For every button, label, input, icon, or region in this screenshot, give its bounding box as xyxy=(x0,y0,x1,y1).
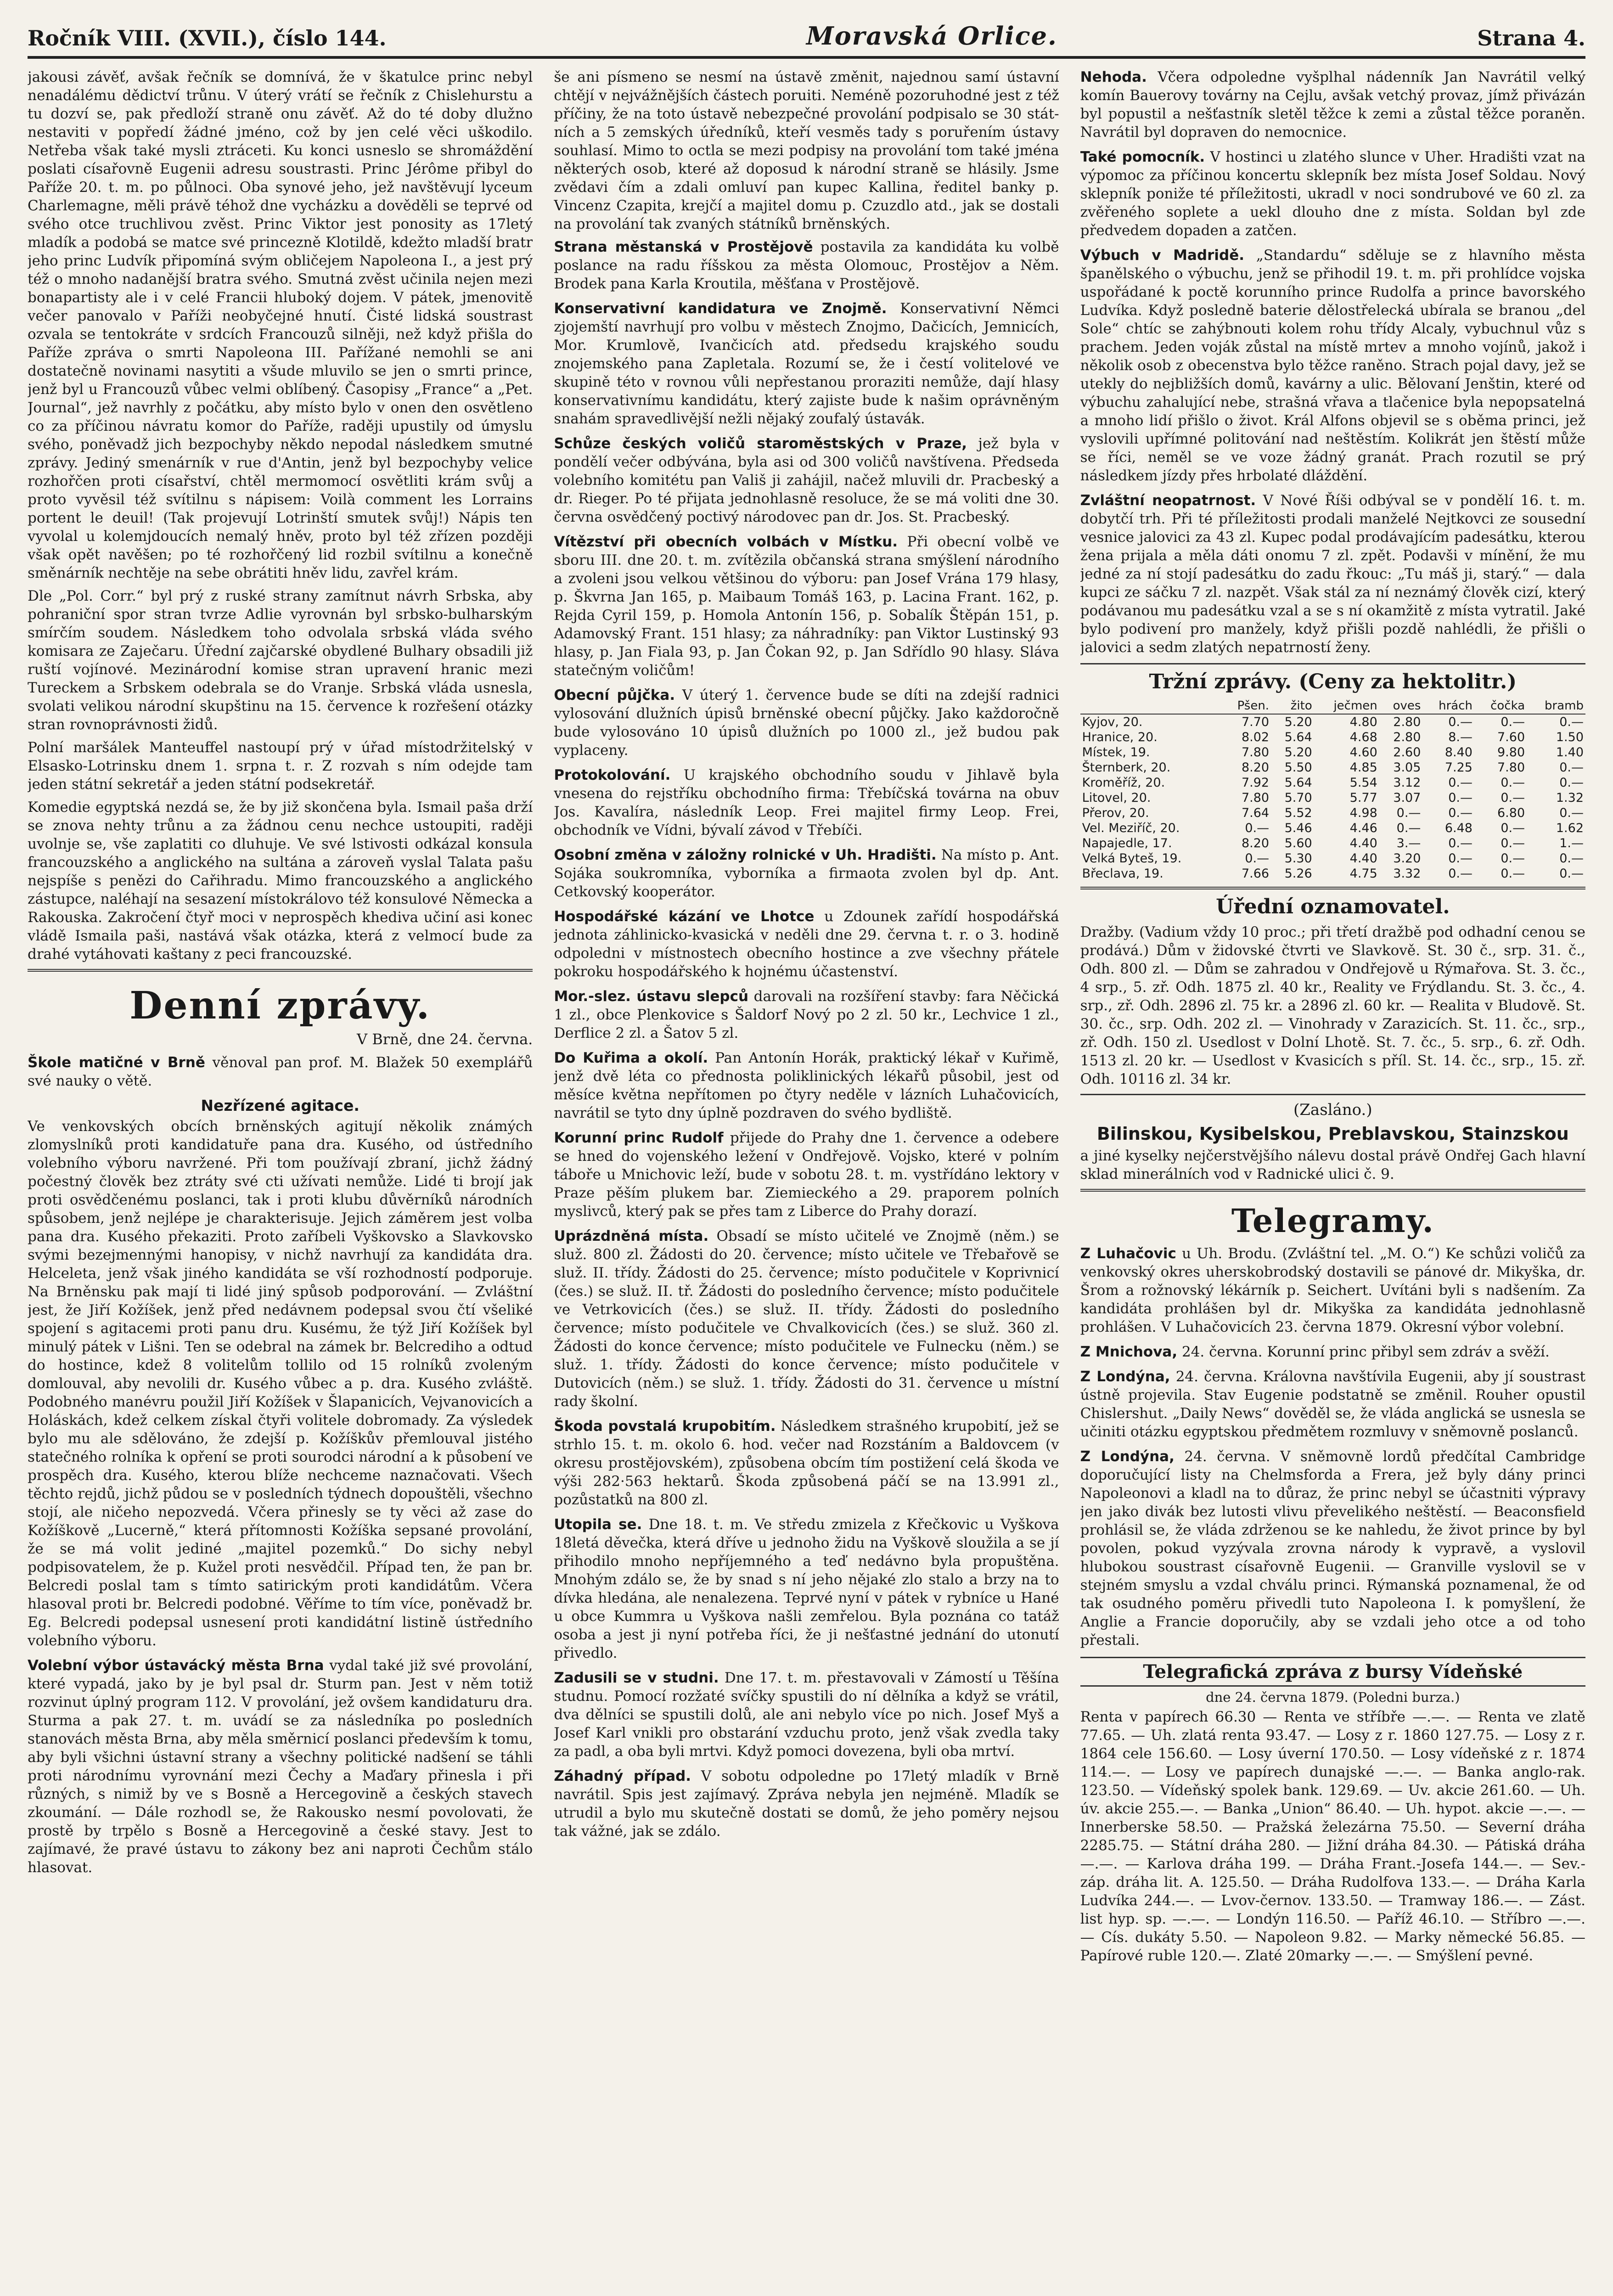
article xyxy=(554,1049,1059,1122)
price-cell: 4.75 xyxy=(1349,867,1377,881)
article-text: Na místo p. Ant. Sojáka soukromníka, vyborníka a firmaota zvolen byl dp. Ant. Cetkovský kooperátor. xyxy=(554,847,1059,900)
divider xyxy=(1080,887,1585,889)
market-prices-heading xyxy=(1080,670,1585,693)
article-text: Dne 18. t. m. Ve středu zmizela z Křečkovic u Vyškova 18letá děvečka, která dříve u jednoho židu na Vyškově sloužila a se jí přihodilo mnoho nepříjemného a teď nedávno byla propuštěna. Mnohým zdálo se, že by snad s ní jeho nějaké zlo stalo a brzy na to dívka hledána, ale nenalezena. Teprvé nyní v pátek v rybníce u Hané u obce Kummra u Vyškova našli zemřelou. Byla poznána co tatáž osoba a jest ji nyní potřeba říci, že ji nešťastné jednání do utonutí přivedlo. xyxy=(554,1516,1059,1661)
article-text: „Standardu“ sděluje se z hlavního města španělského o výbuchu, jenž se přihodil 19. t. m. při prohlídce vojska uspořádané k poctě korunního prince Rudolfa a prince bavorského Ludvíka. Když posledně baterie dělostřelecká ubírala se branou „del Sole“ chtíc se zahýbnouti kolem rohu třídy Alcaly, vybuchnul vůz s prachem. Jeden voják zůstal na místě mrtev a mnoho vojínů, jakož i několik osob z obecenstva bylo těžce raněno. Strach pojal davy, jež se utekly do nejbližších domů, kavárny a ulic. Bělovaní Jenštin, které od výbuchu zahalující nebe, strašná vřava a tlačenice byla nepopsatelná a mnoho lidí přišlo o život. Král Alfons objevil se s oběma princi, jež vyslovili upřímné politování nad neštěstím. Kolikrát jen štěstí může se říci, neměl se ve voze žádný granát. Prach rozutil se prý následkem jízdy přes hrbolaté dláždění. xyxy=(1080,247,1585,484)
article xyxy=(554,1417,1059,1509)
price-cell: 0.— xyxy=(1245,851,1270,866)
article xyxy=(554,1515,1059,1662)
article-body xyxy=(554,766,1059,839)
price-cell: 0.— xyxy=(1396,821,1421,835)
table-row xyxy=(1080,730,1585,745)
article-headline: Škole matičné v Brně xyxy=(28,1054,205,1071)
table-row xyxy=(1080,760,1585,775)
price-cell: 1.— xyxy=(1559,836,1584,850)
price-cell: 4.46 xyxy=(1349,821,1377,835)
price-cell: 0.— xyxy=(1501,715,1525,729)
price-cell: 0.— xyxy=(1448,851,1472,866)
telegram-headline: Z Londýna, xyxy=(1080,1368,1170,1385)
price-cell: 0.— xyxy=(1501,776,1525,790)
telegrams-title: Telegramy. xyxy=(1231,1202,1434,1240)
price-cell: 7.70 xyxy=(1241,715,1270,729)
column-3 xyxy=(1080,68,1585,2296)
price-cell: 1.40 xyxy=(1556,745,1584,760)
paragraph: Dle „Pol. Corr.“ byl prý z ruské strany zamítnut návrh Srbska, aby pohraniční spor stran tvrze Adlie vyrovnán byl srbsko-bulharským smírčím soudem. Následkem toho odvolala srbská vláda svého komisara ze Zaječaru. Úřední zajčarské obydlené Bulhary obsadili již ruští vojínové. Mezinárodní komise stran upravení hranic mezi Tureckem a Srbskem odebrala se do Vranje. Srbská vláda usnesla, svolati velikou národní skupštinu na 15. července k rozřešení otázky stran rovnoprávnosti židů. xyxy=(28,588,533,733)
article-headline: Záhadný případ. xyxy=(554,1768,691,1784)
article-headline: Schůze českých voličů staroměstských v Praze, xyxy=(554,435,967,452)
article-text: Konservativní Němci zjojemští navrhují pro volbu v městech Znojmo, Dačicích, Jemnicích, Mor. Krumlově, Ivančicích atd. předsedu krajského soudu znojemského pana Zapletala. Rozumí se, že i čestí volitelové ve skupině této v rovnou vůli nepřestanou proraziti nemůže, dají hlasy konservativnímu kandidátu, který zajiste bude k našim oprávněným snahám spravedlivější nežli nějaký zoufalý ústavák. xyxy=(554,300,1059,427)
price-cell: 7.66 xyxy=(1241,867,1270,881)
article xyxy=(28,1656,533,1877)
stock-report-date: dne 24. června 1879. (Poledni burza.) xyxy=(1206,1689,1460,1705)
price-cell: 4.85 xyxy=(1349,760,1377,775)
article-text: postavila za kandidáta ku volbě poslance na radu říšskou za města Olomouc, Prostějov a Něm. Brodek pana Karla Kroutila, měšťana v Prostějově. xyxy=(554,239,1059,292)
article-headline: Zvláštní neopatrnost. xyxy=(1080,492,1256,509)
article-body xyxy=(554,1417,1059,1509)
paragraph: jakousi závěť, avšak řečník se domnívá, že v škatulce princ nebyl nenadálému dědictví trůnu. V úterý vrátí se řečník z Chislehurstu a tu dozví se, pak předloží straně onu závěť. Až do té doby dlužno nestaviti v popředí žádné jméno, což by jen celé věci uškodilo. Netřeba však také mysli ztráceti. Ku konci usneslo se shromáždění poslati císařovně Eugenii adresu soustrasti. Princ Jérôme přibyl do Paříže 20. t. m. po půlnoci. Oba synové jeho, jež navštěvují lyceum Charlemagne, měli právě téhož dne vycházku a dověděli se teprvé od svého otce truchlivou zvěst. Princ Viktor jest ponosity as 17letý mladík a podobá se matce své princezně Klotildě, kdežto mladší bratr jeho princ Ludvík připomíná svým obličejem Napoleona I., a jest prý též o mnoho nadanější bratra svého. Smutná zvěst učinila nejen mezi bonapartisty ale i v celé Francii hluboký dojem. V pátek, jmenovitě večer panovalo v Paříži neobyčejné hnutí. Čisté lidská soustrast ozvala se tentokráte v srdcích Francouzů silněji, než když přišla do Paříže zpráva o smrti Napoleona III. Pařížané nemohli se ani dostatečně novinami nasytiti a všude mluvilo se jen o smrti prince, jenž byl u Francouzů vůbec velmi oblíbený. Časopisy „France“ a „Pet. Journal“, jež navrhly z počátku, aby místo bylo v onen den osvětleno co za příčinou návratu komor do Paříže, raději upustily od úmyslu svého, poněvadž jich bezpochyby někdo nepodal následkem smutné zprávy. Jediný smenárník v rue d'Antin, jenž byl bezpochyby velice rozhořčen proti císařství, chtěl mermomocí osvětliti krám svůj a proto vyvěsil též svítilnu s nápisem: Voilà comment les Lorrains portent le deuil! (Tak projevují Lotrinští smutek svůj!) Nápis ten vyvolal u kolemjdoucích nemalý hněv, proto byl též zřízen později však opět navěšen; po té rozhořčený lid rozbil svítilnu a konečně směnárník nechtěje na sebe obrátiti hněv lidu, zavřel krám. xyxy=(28,69,533,581)
table-row xyxy=(1080,866,1585,881)
article-body xyxy=(1080,148,1585,240)
price-cell: 0.— xyxy=(1559,806,1584,820)
article-text: V sobotu odpoledne po 17letý mladík v Brně navrátil. Spis jest zajímavý. Zpráva nebyla jen nejméně. Mladík se utrudil a bylo mu skutečně dostati se domů, že jeho poměry nejsou tak vážné, jak se zdálo. xyxy=(554,1768,1059,1840)
price-cell: 8.20 xyxy=(1241,760,1270,775)
article-headline: Výbuch v Madridě. xyxy=(1080,247,1245,264)
table-row xyxy=(1080,745,1585,760)
newspaper-title: Moravská Orlice. xyxy=(806,21,1057,51)
price-cell: 0.— xyxy=(1448,715,1472,729)
article-headline: Nezřízené agitace. xyxy=(201,1097,360,1114)
article-body xyxy=(554,846,1059,901)
price-cell: 0.— xyxy=(1501,851,1525,866)
market-prices-body xyxy=(1080,714,1585,881)
price-cell: 5.64 xyxy=(1284,730,1312,744)
telegram xyxy=(1080,1367,1585,1441)
paragraph: Polní maršálek Manteuffel nastoupí prý v úřad místodržitelský v Elsasko-Lotrinsku dnem 1. srpna t. r. Z rozvah s ním odejde tam jeden státní sekretář a jeden státní podsekretář. xyxy=(28,739,533,793)
price-cell: 8.40 xyxy=(1444,745,1472,760)
article-headline: Hospodářské kázání ve Lhotce xyxy=(554,908,815,925)
price-cell: 0.— xyxy=(1396,806,1421,820)
article-body xyxy=(28,1656,533,1877)
telegram-text: 24. června. V sněmovně lordů předčítal Cambridge doporučující listy na Chelmsforda a Frera, jež byly dány princi Napoleonovi a kladl na to důraz, že princ nebyl se účastniti výpravy jen jako divák bez lutosti vlivu převelikého neštěstí. — Beaconsfield prohlásil se, že vláda zdrženou se ke nahledu, že život prince by byl povolen, pokud vyzývala zrovna národy k vypravě, a vyslovil hlubokou soustrast císařovně Eugenii. — Granville vyslovil se v stejném smyslu a vzdal chválu princi. Rýmanská poznamenal, že od tak osudného poměru přivedli tuto Napoleona I. k pomyšlení, že Anglie a Francie doporučily, aby se vzdali jeho otce a od toho přestali. xyxy=(1080,1448,1585,1649)
article-body xyxy=(1080,68,1585,141)
market-town-cell: Velká Byteš, 19. xyxy=(1082,851,1182,866)
article-text: věnoval pan prof. M. Blažek 50 exemplářů své nauky o větě. xyxy=(28,1054,533,1089)
article xyxy=(554,299,1059,428)
article xyxy=(1080,246,1585,485)
section-title-denni: Denní zprávy. xyxy=(129,984,431,1028)
market-town-cell: Břeclava, 19. xyxy=(1082,867,1163,881)
article xyxy=(554,686,1059,760)
page-header xyxy=(28,18,1585,59)
market-town-cell: Přerov, 20. xyxy=(1082,806,1149,820)
column-1 xyxy=(28,68,533,2296)
official-notices-title: Úřední oznamovatel. xyxy=(1216,895,1450,918)
price-cell: 9.80 xyxy=(1497,745,1525,760)
article-text: Včera odpoledne vyšplhal nádenník Jan Navrátil velký komín Bauerovy továrny na Cejlu, avšak vetchý provaz, jímž přivázán byl popustil a nešťastník sletěl těžce k zemi a zůstal těžce poraněn. Navrátil byl dopraven do nemocnice. xyxy=(1080,69,1585,141)
article-headline: Vítězství při obecních volbách v Místku. xyxy=(554,534,898,550)
divider xyxy=(1080,663,1585,664)
article-body xyxy=(554,1515,1059,1662)
page-number: Strana 4. xyxy=(1477,26,1585,51)
column-header: hrách xyxy=(1422,698,1474,714)
price-cell: 1.32 xyxy=(1556,791,1584,805)
telegram-text: u Uh. Brodu. (Zvláštní tel. „M. O.“) Ke schůzi voličů za venkovský okres uherskobrodský dostavili se pánové dr. Mikyška, dr. Šrom a rožnovský lékárník p. Seichert. Uvítáni byli s nadšením. Za kandidáta prohlášen byl dr. Mikyška za kandidáta jednohlasně prohlášen. V Luhačovicích 23. června 1879. Okresní výbor volební. xyxy=(1080,1245,1585,1335)
price-cell: 3.07 xyxy=(1393,791,1421,805)
column-header: bramb xyxy=(1527,698,1585,714)
article-text: V úterý 1. července bude se díti na zdejší radnici vylosování dlužních úpisů brněnské obecní půjčky. Jako každoročně bude vylosováno 10 úpisů dlužních po 1000 zl., jež budou pak vyplaceny. xyxy=(554,687,1059,759)
market-prices-title: Tržní zprávy. xyxy=(1149,670,1292,693)
column-2 xyxy=(554,68,1059,2296)
stock-report-title: Telegrafická zpráva z bursy Vídeňské xyxy=(1080,1657,1585,1687)
article xyxy=(554,434,1059,526)
table-row xyxy=(1080,851,1585,866)
article-headline: Obecní půjčka. xyxy=(554,687,675,703)
telegram-headline: Z Mnichova, xyxy=(1080,1344,1178,1360)
market-town-cell: Hranice, 20. xyxy=(1082,730,1158,744)
price-cell: 4.40 xyxy=(1349,851,1377,866)
price-cell: 7.60 xyxy=(1497,730,1525,744)
price-cell: 5.60 xyxy=(1284,836,1312,850)
paragraph: Komedie egyptská nezdá se, že by již skončena byla. Ismail paša drží se znova nehty trůnu a za žádnou cenu nechce ustoupiti, raději uvolnje se, vše zaplatiti co dluhuje. Ve své lstivosti odkázal konsula francouzského a anglického na sultána a zároveň vyslal Talata pašu nejspíše s penězi do Cařihradu. Mimo francouzského a anglického zástupce, naléhají na sesazení místokrálovo též konsulové Německa a Rakouska. Zakročení čtyř moci v neprospěch khediva učiní asi konec vládě Ismaila paši, nastává však otázka, která z velmocí bude za drahé vytáhovati kaštany z peci francouzské. xyxy=(28,799,533,962)
article-headline: Nehoda. xyxy=(1080,69,1147,85)
price-cell: 0.— xyxy=(1448,867,1472,881)
price-cell: 3.12 xyxy=(1393,776,1421,790)
column-header: čočka xyxy=(1474,698,1527,714)
price-cell: 2.60 xyxy=(1393,745,1421,760)
price-cell: 2.80 xyxy=(1393,730,1421,744)
zaslano-text: a jiné kyselky nejčerstvějšího nálevu dostal právě Ondřej Gach hlavní sklad minerálních vod v Radnické ulici č. 9. xyxy=(1080,1148,1585,1182)
telegram xyxy=(1080,1343,1585,1361)
price-cell: 7.80 xyxy=(1241,745,1270,760)
article-text: u Zdounek zařídí hospodářská jednota záhlinicko-kvasická v neděli dne 29. června t. r. o 3. hodině odpoledni v místnostech obecního hostince a zve všechny přátele pokroku hospodářského k hojnému účastenství. xyxy=(554,908,1059,980)
price-cell: 7.64 xyxy=(1241,806,1270,820)
article-headline: Korunní princ Rudolf xyxy=(554,1130,724,1146)
telegram-text: 24. června. Korunní princ přibyl sem zdráv a svěží. xyxy=(1181,1344,1550,1360)
stock-report-text: Renta v papírech 66.30 — Renta ve stříbře —.—. — Renta ve zlatě 77.65. — Uh. zlatá renta 93.47. — Losy z r. 1860 127.75. — Losy z r. 1864 cele 156.60. — Losy úverní 170.50. — Losy vídeňské z r. 1874 114.—. — Losy ve papírech dunajské —.—. — Banka anglo-rak. 123.50. — Vídeňský spolek bank. 129.69. — Uv. akcie 261.60. — Uh. úv. akcie 255.—. — Banka „Union“ 86.40. — Uh. hypot. akcie —.—. — Innerberske 58.50. — Pražská železárna 75.50. — Severní dráha 2285.75. — Státní dráha 280. — Jižní dráha 84.30. — Pátiská dráha —.—. — Karlova dráha 199. — Dráha Frant.-Josefa 144.—. — Sev.-záp. dráha lit. A. 125.50. — Dráha Rudolfova 133.—. — Dráha Karla Ludvíka 244.—. — Lvov-černov. 133.50. — Tramway 186.—. — Zást. list hyp. sp. —.—. — Londýn 116.50. — Paříž 46.10. — Stříbro —.—. — Cís. dukáty 5.50. — Napoleon 9.82. — Marky německé 56.85. — Papírové ruble 120.—. Zlaté 20marky —.—. — Smýšlení pevné. xyxy=(1080,1709,1585,1964)
table-row xyxy=(1080,836,1585,851)
table-header-row xyxy=(1080,698,1585,714)
price-cell: 4.80 xyxy=(1349,715,1377,729)
price-cell: 7.80 xyxy=(1241,791,1270,805)
section-divider xyxy=(28,969,533,972)
article-body xyxy=(554,299,1059,428)
article xyxy=(554,766,1059,839)
price-cell: 0.— xyxy=(1501,821,1525,835)
price-cell: 0.— xyxy=(1559,760,1584,775)
price-cell: 5.26 xyxy=(1284,867,1312,881)
column-header: Pšen. xyxy=(1222,698,1271,714)
price-cell: 0.— xyxy=(1501,867,1525,881)
section-date: V Brně, dne 24. června. xyxy=(356,1030,533,1048)
article xyxy=(554,1767,1059,1840)
market-prices-table xyxy=(1080,698,1585,881)
price-cell: 5.64 xyxy=(1284,776,1312,790)
price-cell: 4.60 xyxy=(1349,745,1377,760)
article xyxy=(554,533,1059,680)
price-cell: 2.80 xyxy=(1393,715,1421,729)
article xyxy=(554,1669,1059,1761)
article-text: jež byla v pondělí večer odbývána, byla asi od 300 voličů navštívena. Předseda volebního komitétu pan Vališ ji zahájil, načež mluvili dr. Pracbeský a dr. Rieger. Po té přijata jednohlasně resoluce, že se má voliti dne 30. června osvědčený poctivý národovec pan dr. Jos. St. Pracbeský. xyxy=(554,435,1059,525)
price-cell: 0.— xyxy=(1559,851,1584,866)
article xyxy=(554,907,1059,981)
article-body xyxy=(554,907,1059,981)
market-town-cell: Místek, 19. xyxy=(1082,745,1150,760)
article-text: Následkem strašného krupobití, jež se strhlo 15. t. m. okolo 6. hod. večer nad Rozstáním a Baldovcem (v okresu prostějovském), způsobena obcím tím postižení celá škoda ve výši 282·563 hektarů. Škoda způsobená páčí se na 13.991 zl., pozůstatků na 800 zl. xyxy=(554,1418,1059,1508)
article-headline: Protokolování. xyxy=(554,767,671,783)
article-text: U krajského obchodního soudu v Jihlavě byla vnesena do rejstříku obchodního firma: Třebíčská továrna na obuv Jos. Kavalíra, následník Leop. Frei majitel firmy Leop. Frei, obchodník ve Vídni, bývalí závod v Třebíči. xyxy=(554,767,1059,838)
article-headline: Škoda povstalá krupobitím. xyxy=(554,1418,776,1435)
columns xyxy=(28,68,1585,2296)
column-header: žito xyxy=(1271,698,1314,714)
price-cell: 4.68 xyxy=(1349,730,1377,744)
article-body xyxy=(554,1049,1059,1122)
table-row xyxy=(1080,714,1585,730)
column-header: oves xyxy=(1379,698,1423,714)
market-town-cell: Kroměříž, 20. xyxy=(1082,776,1165,790)
market-town-cell: Vel. Meziříč, 20. xyxy=(1082,821,1180,835)
official-notices-text: Dražby. (Vadium vždy 10 proc.; při třetí dražbě pod odhadní cenou se prodává.) Dům v židovské čtvrti ve Slavkově. St. 30 č., srp. 31. č., Odh. 800 zl. — Dům se zahradou v Ondřejově u Rýmařova. St. 3. čc., 4 srp., 5. zř. Odh. 1875 zl. 40 kr., Reality ve Frýdlandu. St. 3. čc., 4. srp., zř. Odh. 2896 zl. 75 kr. a 2896 zl. 60 kr. — Realita v Bludově. St. 30. čc., srp. Odh. 202 zl. — Vinohrady v Zarazicích. St. 11. čc., srp., zř. Odh. 150 zl. Usedlost v Dolní Lhotě. St. 7. čc., 5. srp., 6. zř. Odh. 1513 zl. 20 kr. — Usedlost v Kvasicích s příl. St. 14. čc., srp., 15. zř. Odh. 10116 zl. 34 kr. xyxy=(1080,924,1585,1087)
telegram-body xyxy=(1080,1244,1585,1336)
price-cell: 0.— xyxy=(1559,776,1584,790)
price-cell: 0.— xyxy=(1501,791,1525,805)
market-prices-subtitle: (Ceny za hektolitr.) xyxy=(1298,670,1517,693)
article-body xyxy=(554,434,1059,526)
article-headline: Uprázdněná místa. xyxy=(554,1228,709,1244)
price-cell: 4.40 xyxy=(1349,836,1377,850)
price-cell: 5.52 xyxy=(1284,806,1312,820)
article-headline: Utopila se. xyxy=(554,1516,642,1533)
article-body xyxy=(554,238,1059,293)
market-town-cell: Napajedle, 17. xyxy=(1082,836,1172,850)
telegram xyxy=(1080,1244,1585,1336)
article xyxy=(554,1227,1059,1411)
article-text: přijede do Prahy dne 1. července a odebere se hned do vojenského ležení v Ondřejově. Vojsko, které v polním táboře u Mnichovic leží, bude v sobotu 28. t. m. vystřídáno lektory v Praze pěším plukem bar. Ziemieckého a 29. praporem polních myslivců, který pak se přes tam z Liberce do Prahy dorazí. xyxy=(554,1130,1059,1220)
price-cell: 5.20 xyxy=(1284,745,1312,760)
table-row xyxy=(1080,821,1585,836)
article-body xyxy=(554,1767,1059,1840)
price-cell: 5.54 xyxy=(1349,776,1377,790)
price-cell: 6.80 xyxy=(1497,806,1525,820)
price-cell: 7.80 xyxy=(1497,760,1525,775)
price-cell: 0.— xyxy=(1448,806,1472,820)
article-body xyxy=(554,1227,1059,1411)
article xyxy=(554,238,1059,293)
price-cell: 0.— xyxy=(1448,791,1472,805)
article-text: V Nové Říši odbýval se v pondělí 16. t. m. dobytčí trh. Při té příležitosti prodali manželé Nejtkovci ze sousední vesnice jalovici za 43 zl. Kupec podal prodávajícím padesátku, kterou žena prijala a měla dáti onomu 7 zl. zpět. Podavši v mínění, že mu jedné za ní stojí padesátku do zadu řkouc: „Tu máš ji, starý.“ — dala kupci ze sáčku 7 zl. nazpět. Však stál za ní neznámý člověk cizí, který podávanou mu padesátku vzal a se s ní okamžitě z místa vytratil. Jaké bylo podivení pro manžely, když přišli pozdě nahlédli, že přišli o jalovici a sedm zlatých nepatrností ženy. xyxy=(1080,492,1585,656)
telegram xyxy=(1080,1447,1585,1649)
price-cell: 8.— xyxy=(1448,730,1472,744)
article-text: Dne 17. t. m. přestavovali v Zámostí u Těšína studnu. Pomocí rozžaté svíčky spustili do ní dělníka a když se vrátil, dva dělníci se spustili dolů, ale ani nebylo více po nich. Josef Myš a Josef Karl vnikli pro obstarání vzduchu proto, jenž však zvedla taky za padl, a oba byli mrtvi. Když pomoci dovezena, byli oba mrtví. xyxy=(554,1670,1059,1760)
article xyxy=(28,1097,533,1650)
article-text: darovali na rozšíření stavby: fara Něčická 1 zl., obce Plenkovice s Šaldorf Nový po 2 zl. 50 kr., Lechvice 1 zl., Derflice 2 zl. a Šatov 5 zl. xyxy=(554,988,1059,1041)
article-body xyxy=(554,686,1059,760)
price-cell: 0.— xyxy=(1448,836,1472,850)
price-cell: 8.02 xyxy=(1241,730,1270,744)
article xyxy=(1080,148,1585,240)
issue-info: Ročník VIII. (XVII.), číslo 144. xyxy=(28,26,387,51)
article-body xyxy=(554,533,1059,680)
article-headline: Osobní změna v záložny rolnické v Uh. Hradišti. xyxy=(554,847,937,863)
telegram-text: 24. června. Královna navštívila Eugenii, aby jí soustrast ústně projevila. Stav Eugenie podstatně se změnil. Rouher opustil Chislershut. „Daily News“ dověděl se, že vláda anglická se usnesla se učiniti otázku egyptskou předmětem rozmluvy v sněmovně poslanců. xyxy=(1080,1368,1585,1440)
price-cell: 3.32 xyxy=(1393,867,1421,881)
price-cell: 6.48 xyxy=(1444,821,1472,835)
telegram-headline: Z Luhačovic xyxy=(1080,1245,1176,1262)
article xyxy=(554,987,1059,1042)
price-cell: 4.98 xyxy=(1349,806,1377,820)
article-body xyxy=(554,1669,1059,1761)
article-text: Ve venkovských obcích brněnských agitují několik známých zlomyslníků proti kandidatuře pana dra. Kusého, od ústředního volebního výboru navržené. Při tom používají zbraní, jichž žádný počestný člověk bez ztráty své cti užívati nemůže. Lidé ti brojí jak proti osvědčenému poslanci, tak i proti klubu důvěrníků národních spůsobem, jenž nejlépe je charakterisuje. Jejich záměrem jest volba pana dra. Kusého překaziti. Proto zaříbeli Vyškovsko a Slavkovsko svými bezejmennými hanopisy, v nichž navrhují za kandidáta dra. Helceleta, jenž však jiného kandidáta se vší rozhodností podporuje. Na Brněnsku pak mají ti lidé jiný spůsob podporování. — Zvláštní jest, že Jiří Kožíšek, jenž před nedávnem podepsal svou čtí všeliké spojení s agitacemi proti panu dru. Kusému, že týž Jiří Kožíšek byl minulý pátek v Lišni. Ten se odebral na zámek br. Belcrediho a odtud do hostince, kdež 8 volitelům tollilo od 15 rolníků zvoleným domlouval, aby nevolili dr. Kusého vůbec a p. dra. Kusého zvláště. Podobného manévru použil Jiří Kožíšek v Šlapanicích, Vejvanovicích a Holáskách, kdež celkem získal čtyři volitele dobromady. Za výsledek bylo mu ale sdělováno, že zdejší p. Kožíškův přemlouval jistého statečného rolníka k opření se proti sourodci národní a k působení ve prospěch dra. Kusého, kterou blíže nechceme naznačovati. Všech těchto rejdů, jichž půdou se v posledních týdnech dopouštěli, všechno stojí, ale ničeho nepozvedá. Včera přinesly se ty věci až zase do Kožíškově „Lucerně,“ která přítomnosti Kožíška sepsané provolání, že se má volit jediné „majitel pozemků.“ Do sichy nebyl podpisovatelem, že p. Kužel proti nesvědčil. Případ ten, že pan br. Belcredi poslal tam s tímto satirickým proti kandidátům. Včera hlasoval proti br. Belcredi podobné. Věříme to tím více, poněvadž br. Eg. Belcredi podepsal usnesení proti kandidátní listině ústředního volebního výboru. xyxy=(28,1118,533,1649)
article-body xyxy=(1080,246,1585,485)
price-cell: 5.20 xyxy=(1284,715,1312,729)
market-town-cell: Šternberk, 20. xyxy=(1082,760,1171,775)
price-cell: 5.77 xyxy=(1349,791,1377,805)
article-headline: Volební výbor ústavácký města Brna xyxy=(28,1657,324,1674)
price-cell: 0.— xyxy=(1501,836,1525,850)
price-cell: 7.92 xyxy=(1241,776,1270,790)
article-body xyxy=(554,987,1059,1042)
price-cell: 0.— xyxy=(1559,867,1584,881)
price-cell: 1.50 xyxy=(1556,730,1584,744)
telegram-headline: Z Londýna, xyxy=(1080,1448,1175,1465)
price-cell: 5.50 xyxy=(1284,760,1312,775)
price-cell: 5.46 xyxy=(1284,821,1312,835)
price-cell: 3.20 xyxy=(1393,851,1421,866)
price-cell: 1.62 xyxy=(1556,821,1584,835)
article-body xyxy=(554,1129,1059,1221)
price-cell: 8.20 xyxy=(1241,836,1270,850)
price-cell: 5.70 xyxy=(1284,791,1312,805)
article-body xyxy=(28,1053,533,1090)
article xyxy=(1080,68,1585,141)
telegram-body xyxy=(1080,1343,1585,1361)
price-cell: 0.— xyxy=(1245,821,1270,835)
paragraph: še ani písmeno se nesmí na ústavě změnit, najednou samí ústavní chtějí v nejvážnějších částech poruiti. Neméně pozoruhodné jest z též příčiny, že na toto ústavě nebezpečné provolání podpisalo se 30 stát-ních a 5 zemských úředníků, kteří vesměs tady s poruřením ústavy souhlasí. Mimo to octla se mezi podpisy na provolání tom také jména některých osob, které až doposud k národní straně se hlásily. Jsme zvědavi čím a zdali omluví pan kupec Kallina, ředitel banky p. Vincenz Czapita, krejčí a majitel domu p. Czuzdlo atd., jak se dostali na provolání tak zvaných státníků brněnských. xyxy=(554,69,1059,232)
price-cell: 3.— xyxy=(1396,836,1421,850)
market-town-cell: Litovel, 20. xyxy=(1082,791,1151,805)
article xyxy=(1080,491,1585,657)
column-header: ječmen xyxy=(1314,698,1379,714)
table-row xyxy=(1080,805,1585,821)
price-cell: 0.— xyxy=(1559,715,1584,729)
price-cell: 0.— xyxy=(1448,776,1472,790)
article-text: Pan Antonín Horák, praktický lékař v Kuřimě, jenž dvě léta co přednosta poliklinických lékařů působil, jest od měsíce května nepřítomen po čtyry neděle v lázních Luhačovicích, navrátil se tyto dny úplně pozdraven do svého bydliště. xyxy=(554,1050,1059,1121)
table-row xyxy=(1080,775,1585,790)
price-cell: 5.30 xyxy=(1284,851,1312,866)
table-row xyxy=(1080,790,1585,805)
article-headline: Konservativní kandidatura ve Znojmě. xyxy=(554,300,887,317)
article-headline: Do Kuřima a okolí. xyxy=(554,1050,708,1066)
telegram-body xyxy=(1080,1447,1585,1649)
article-headline: Zadusili se v studni. xyxy=(554,1670,719,1686)
article-text: V hostinci u zlatého slunce v Uher. Hradišti vzat na výpomoc za příčinou koncertu sklepník bez místa Josef Soldau. Nový sklepník poniže té příležitosti, ukradl v noci sondrubové ve 60 zl. za zvěřeného soplete a uekl dlouho dne z místa. Soldan byl zde předvedem dopaden a zatčen. xyxy=(1080,149,1585,239)
zaslano-title: (Zasláno.) xyxy=(1293,1101,1372,1119)
article-text: Při obecní volbě ve sboru III. dne 20. t. m. zvítězila občanská strana smýšlení národního a zvoleni jsou velkou většinou do výboru: pan Josef Vrána 179 hlasy, p. Škvrna Jan 165, p. Maibaum Tomáš 163, p. Lacina Frant. 162, p. Rejda Cyril 159, p. Homola Antonín 156, p. Sobalík Štěpán 151, p. Adamovský Frant. 151 hlasy; za náhradníky: pan Viktor Lustinský 93 hlasy, p. Jan Fiala 93, p. Jan Čokan 92, p. Jan Sdřídlo 90 hlasy. Sláva statečným voličům! xyxy=(554,534,1059,679)
article-text: Obsadí se místo učitelé ve Znojmě (něm.) se služ. 800 zl. Žádosti do 20. července; místo učitele ve Třebařově se služ. II. třídy. Žádosti do 25. července; místo podučitele v Koprivnicí (čes.) se služ. II. tř. Žádosti do posledního července; místo podučitele ve Vetrkovicích (čes.) se služ. II. třídy. Žádosti do posledního července; místo podučitele ve Chvalkovicích (čes.) se služ. 360 zl. Žádosti do konce července; místo podučitele ve Fulnecku (něm.) se služ. 1. třídy. Žádosti do konce července; místo podučitele v Dutovicích (něm.) se služ. 1. třídy. Žádosti do 31. července u místní rady školní. xyxy=(554,1228,1059,1410)
article-headline: Také pomocník. xyxy=(1080,149,1205,165)
column-header xyxy=(1080,698,1222,714)
article-text: vydal také již své provolání, které vypadá, jako by je byl psal dr. Sturm pan. Jest v něm totiž rozvinut úplný program 112. V provolání, jež ovšem kandidaturu dra. Sturma a pak 27. t. m. uvádí se za následníka po posledních stanovách města Brna, aby měla směrnicí poslanci především k tomu, aby byli všichni ústavní strany a všechny politické nadšení se táhli proti národnímu vyrovnání mezi Čechy a Maďary přinesla i při různých, s nimiž by ve s Bosně a Hercegovině a českých stavech zkoumání. — Dále rozhodl se, že Rakousko nesmí povolovati, že prostě by trpělo s Bosně a Hercegovině a české stavy. Jest to zajímavé, že pravé ústavu to zákony bez ani naproti Čechům stálo hlasovat. xyxy=(28,1657,533,1876)
divider xyxy=(1080,1094,1585,1095)
article xyxy=(28,1053,533,1090)
article-headline: Mor.-slez. ústavu slepců xyxy=(554,988,749,1005)
article-headline: Strana městanská v Prostějově xyxy=(554,239,813,255)
price-cell: 3.05 xyxy=(1393,760,1421,775)
article xyxy=(554,846,1059,901)
price-cell: 7.25 xyxy=(1444,760,1472,775)
telegram-body xyxy=(1080,1367,1585,1441)
article-body xyxy=(1080,491,1585,657)
market-town-cell: Kyjov, 20. xyxy=(1082,715,1143,729)
zaslano-names: Bilinskou, Kysibelskou, Preblavskou, Stainzskou xyxy=(1096,1124,1569,1144)
divider xyxy=(1080,1189,1585,1192)
article xyxy=(554,1129,1059,1221)
